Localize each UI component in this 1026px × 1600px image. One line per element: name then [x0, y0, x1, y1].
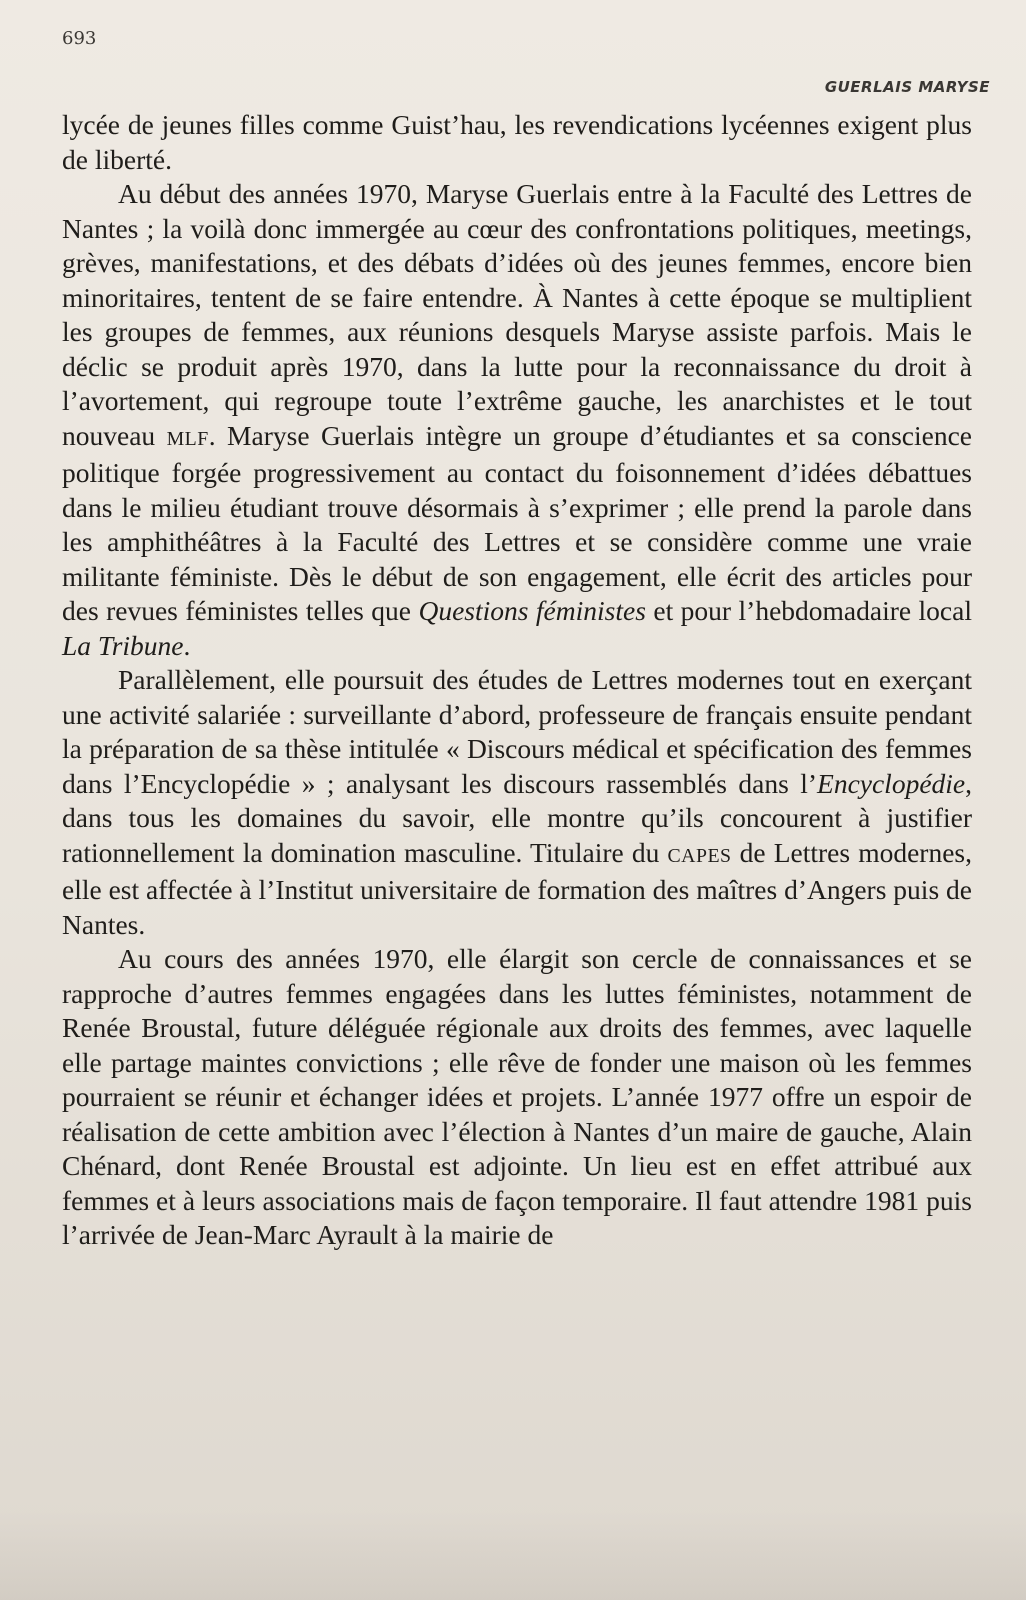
- paragraph-2-text-a: Au début des années 1970, Maryse Guerlais entre à la Faculté des Lettres de Nantes ; la voilà donc immergée au cœur des confrontations politiques, meetings, grèves, manifestations, et des débats d’idées où des jeunes femmes, encore bien minoritaires, tentent de se faire entendre. À Nantes à cette époque se multiplient les groupes de femmes, aux réunions desquels Maryse assiste parfois. Mais le déclic se produit après 1970, dans la lutte pour la reconnaissance du droit à l’avortement, qui regroupe toute l’extrême gauche, les anarchistes et le tout nouveau: [62, 178, 972, 451]
- running-head: GUERLAIS MARYSE: [824, 78, 990, 96]
- paragraph-2-text-c: et pour l’hebdomadaire local: [645, 595, 972, 626]
- paragraph-1: lycée de jeunes filles comme Guist’hau, les revendications lycéennes exigent plus de liberté.: [62, 109, 972, 175]
- questions-feministes-title: Questions féministes: [418, 595, 646, 626]
- capes-abbreviation: CAPES: [667, 844, 732, 867]
- paragraph-2-text-b: . Maryse Guerlais intègre un groupe d’étudiantes et sa conscience politique forgée progressivement au contact du foisonnement d’idées débattues dans le milieu étudiant trouve désormais à s’exprimer ; elle prend la parole dans les amphithéâtres à la Faculté des Lettres et se considère comme une vraie militante féministe. Dès le début de son engagement, elle écrit des articles pour des revues féministes telles que: [62, 419, 972, 626]
- mlf-abbreviation: MLF: [166, 427, 209, 450]
- body-text: [62, 108, 972, 1253]
- encyclopedie-title: Encyclopédie: [817, 767, 966, 799]
- paragraph-3: [62, 663, 972, 942]
- paragraph-3-text-a: Parallèlement, elle poursuit des études de Lettres modernes tout en exerçant une activité salariée : surveillante d’abord, professeure de français ensuite pendant la préparation de sa thèse intitulée « Discours médical et spécification des femmes dans l’Encyclopédie » ; analysant les discours rassemblés dans l’: [62, 664, 972, 799]
- page-number: 693: [62, 28, 97, 49]
- page-shadow: [0, 1510, 1026, 1600]
- paragraph-3-text-b: , dans tous les domaines du savoir, elle montre qu’ils concourent à justifier rationnellement la domination masculine. Titulaire du: [62, 767, 972, 868]
- paragraph-3-text-c: de Lettres modernes, elle est affectée à l’Institut universitaire de formation des maîtres d’Angers puis de Nantes.: [62, 836, 972, 940]
- paragraph-2: [62, 177, 972, 663]
- paragraph-4: Au cours des années 1970, elle élargit son cercle de connaissances et se rapproche d’autres femmes engagées dans les luttes féministes, notamment de Renée Broustal, future déléguée régionale aux droits des femmes, avec laquelle elle partage maintes convictions ; elle rêve de fonder une maison où les femmes pourraient se réunir et échanger idées et projets. L’année 1977 offre un espoir de réalisation de cette ambition avec l’élection à Nantes d’un maire de gauche, Alain Chénard, dont Renée Broustal est adjointe. Un lieu est en effet attribué aux femmes et à leurs associations mais de façon temporaire. Il faut attendre 1981 puis l’arrivée de Jean-Marc Ayrault à la mairie de: [62, 943, 972, 1250]
- paragraph-2-text-d: .: [183, 629, 191, 661]
- la-tribune-title: La Tribune: [62, 629, 184, 661]
